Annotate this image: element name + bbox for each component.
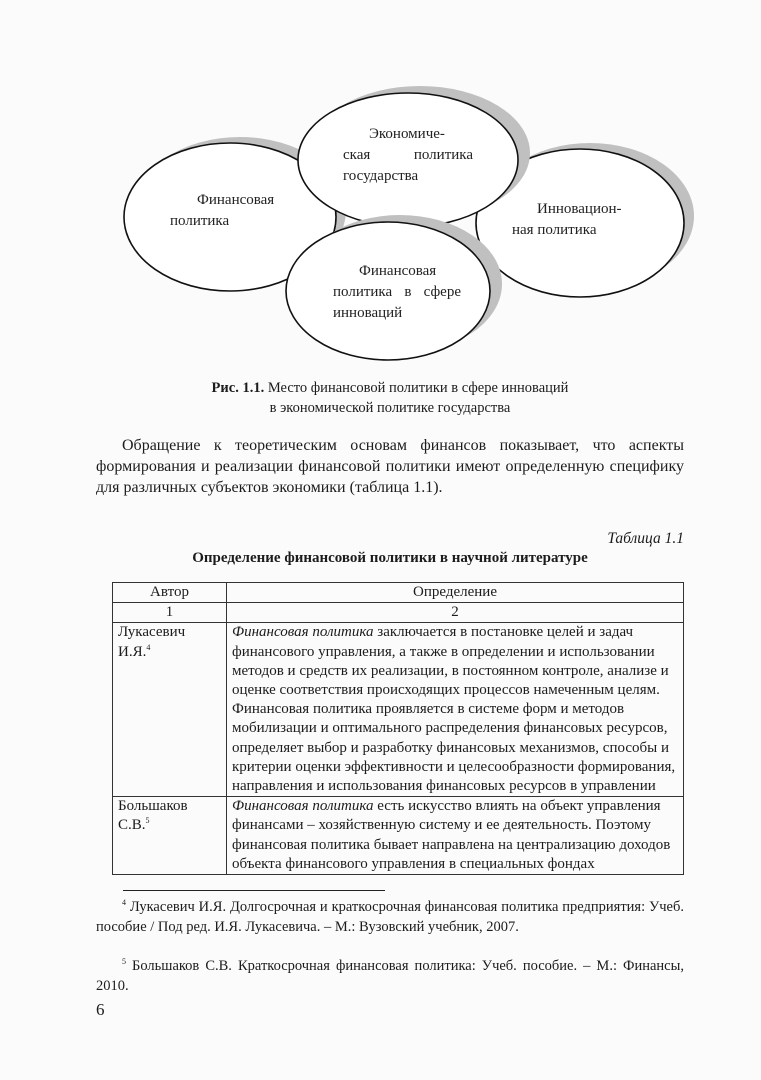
footnote-text: Большаков С.В. Краткосрочная финансовая политика: Учеб. пособие. – М.: Финансы, 2010. bbox=[96, 958, 684, 994]
table-header-row bbox=[113, 583, 684, 603]
caption-label: Рис. 1.1. bbox=[211, 380, 265, 396]
definition-term: Финансовая политика bbox=[232, 798, 374, 815]
label-line: Финансовая bbox=[359, 263, 437, 279]
author-initials: И.Я. bbox=[118, 643, 147, 660]
author-cell bbox=[113, 797, 227, 875]
label-line: политика в сфере bbox=[333, 284, 461, 300]
author-name: Лукасевич bbox=[118, 624, 186, 641]
label-line: ская политика bbox=[343, 147, 473, 163]
footnote-4 bbox=[96, 898, 684, 937]
label-line: Инновацион- bbox=[537, 201, 622, 217]
footnote-5 bbox=[96, 957, 684, 996]
table-title: Определение финансовой политики в научной литературе bbox=[192, 550, 588, 566]
caption-line-1 bbox=[96, 378, 684, 398]
page-number: 6 bbox=[96, 1000, 105, 1019]
definition-cell bbox=[227, 797, 684, 875]
column-number-1: 1 bbox=[113, 603, 227, 623]
author-initials-line bbox=[118, 643, 221, 662]
footnote-ref[interactable]: 4 bbox=[146, 642, 151, 652]
label-line: государства bbox=[343, 168, 419, 184]
header-author: Автор bbox=[113, 583, 227, 603]
label-line: Финансовая bbox=[197, 192, 275, 208]
figure-caption bbox=[96, 378, 684, 418]
definition-term: Финансовая политика bbox=[232, 624, 374, 641]
label-financial-policy bbox=[170, 190, 285, 232]
label-line: инноваций bbox=[333, 305, 403, 321]
caption-text: Место финансовой политики в сфере инноваций bbox=[264, 380, 569, 396]
label-financial-innovation-policy bbox=[333, 261, 461, 324]
footnote-number: 5 bbox=[122, 957, 126, 967]
table-row bbox=[113, 797, 684, 875]
definition-cell bbox=[227, 623, 684, 797]
author-cell bbox=[113, 623, 227, 797]
label-line: политика bbox=[170, 213, 230, 229]
header-definition: Определение bbox=[227, 583, 684, 603]
author-name: Большаков bbox=[118, 798, 188, 815]
table-number-row bbox=[113, 603, 684, 623]
definition-text: есть искусство влиять на объект управления финансами – хозяйственную систему и ее деятельность. Поэтому финансовая политика бывает направлена на централизацию доходов объекта финансового управления в специальных фондах bbox=[232, 798, 671, 872]
label-economic-policy bbox=[343, 124, 473, 187]
label-line: ная политика bbox=[512, 222, 597, 238]
footnote-ref[interactable]: 5 bbox=[145, 816, 150, 826]
author-initials-line bbox=[118, 816, 221, 835]
label-line: Экономиче- bbox=[369, 126, 445, 142]
table-label: Таблица 1.1 bbox=[607, 530, 684, 547]
footnote-text: Лукасевич И.Я. Долгосрочная и краткосрочная финансовая политика предприятия: Учеб. пособие / Под ред. И.Я. Лукасевича. – М.: Вузовский учебник, 2007. bbox=[96, 899, 684, 935]
footnote-separator bbox=[123, 890, 385, 891]
label-innovation-policy bbox=[512, 199, 642, 241]
body-paragraph: Обращение к теоретическим основам финансов показывает, что аспекты формирования и реализации финансовой политики имеют определенную специфику для различных субъектов экономики (таблица 1.1). bbox=[96, 437, 684, 496]
author-initials: С.В. bbox=[118, 817, 146, 834]
definition-text: заключается в постановке целей и задач финансового управления, а также в определении и использовании методов и средств их реализации, в постоянном контроле, анализе и оценке соответствия происходящих процессов намеченным целям. Финансовая политика проявляется в системе форм и методов мобилизации и оптимального распределения финансовых ресурсов, определяет выбор и разработку финансовых механизмов, способы и критерии оценки эффективности и целесообразности формирования, направления и использования финансовых ресурсов в управлении bbox=[232, 624, 676, 795]
definitions-table bbox=[112, 582, 684, 875]
caption-line-2: в экономической политике государства bbox=[269, 400, 511, 416]
column-number-2: 2 bbox=[227, 603, 684, 623]
table-row bbox=[113, 623, 684, 797]
footnote-number: 4 bbox=[122, 898, 126, 908]
